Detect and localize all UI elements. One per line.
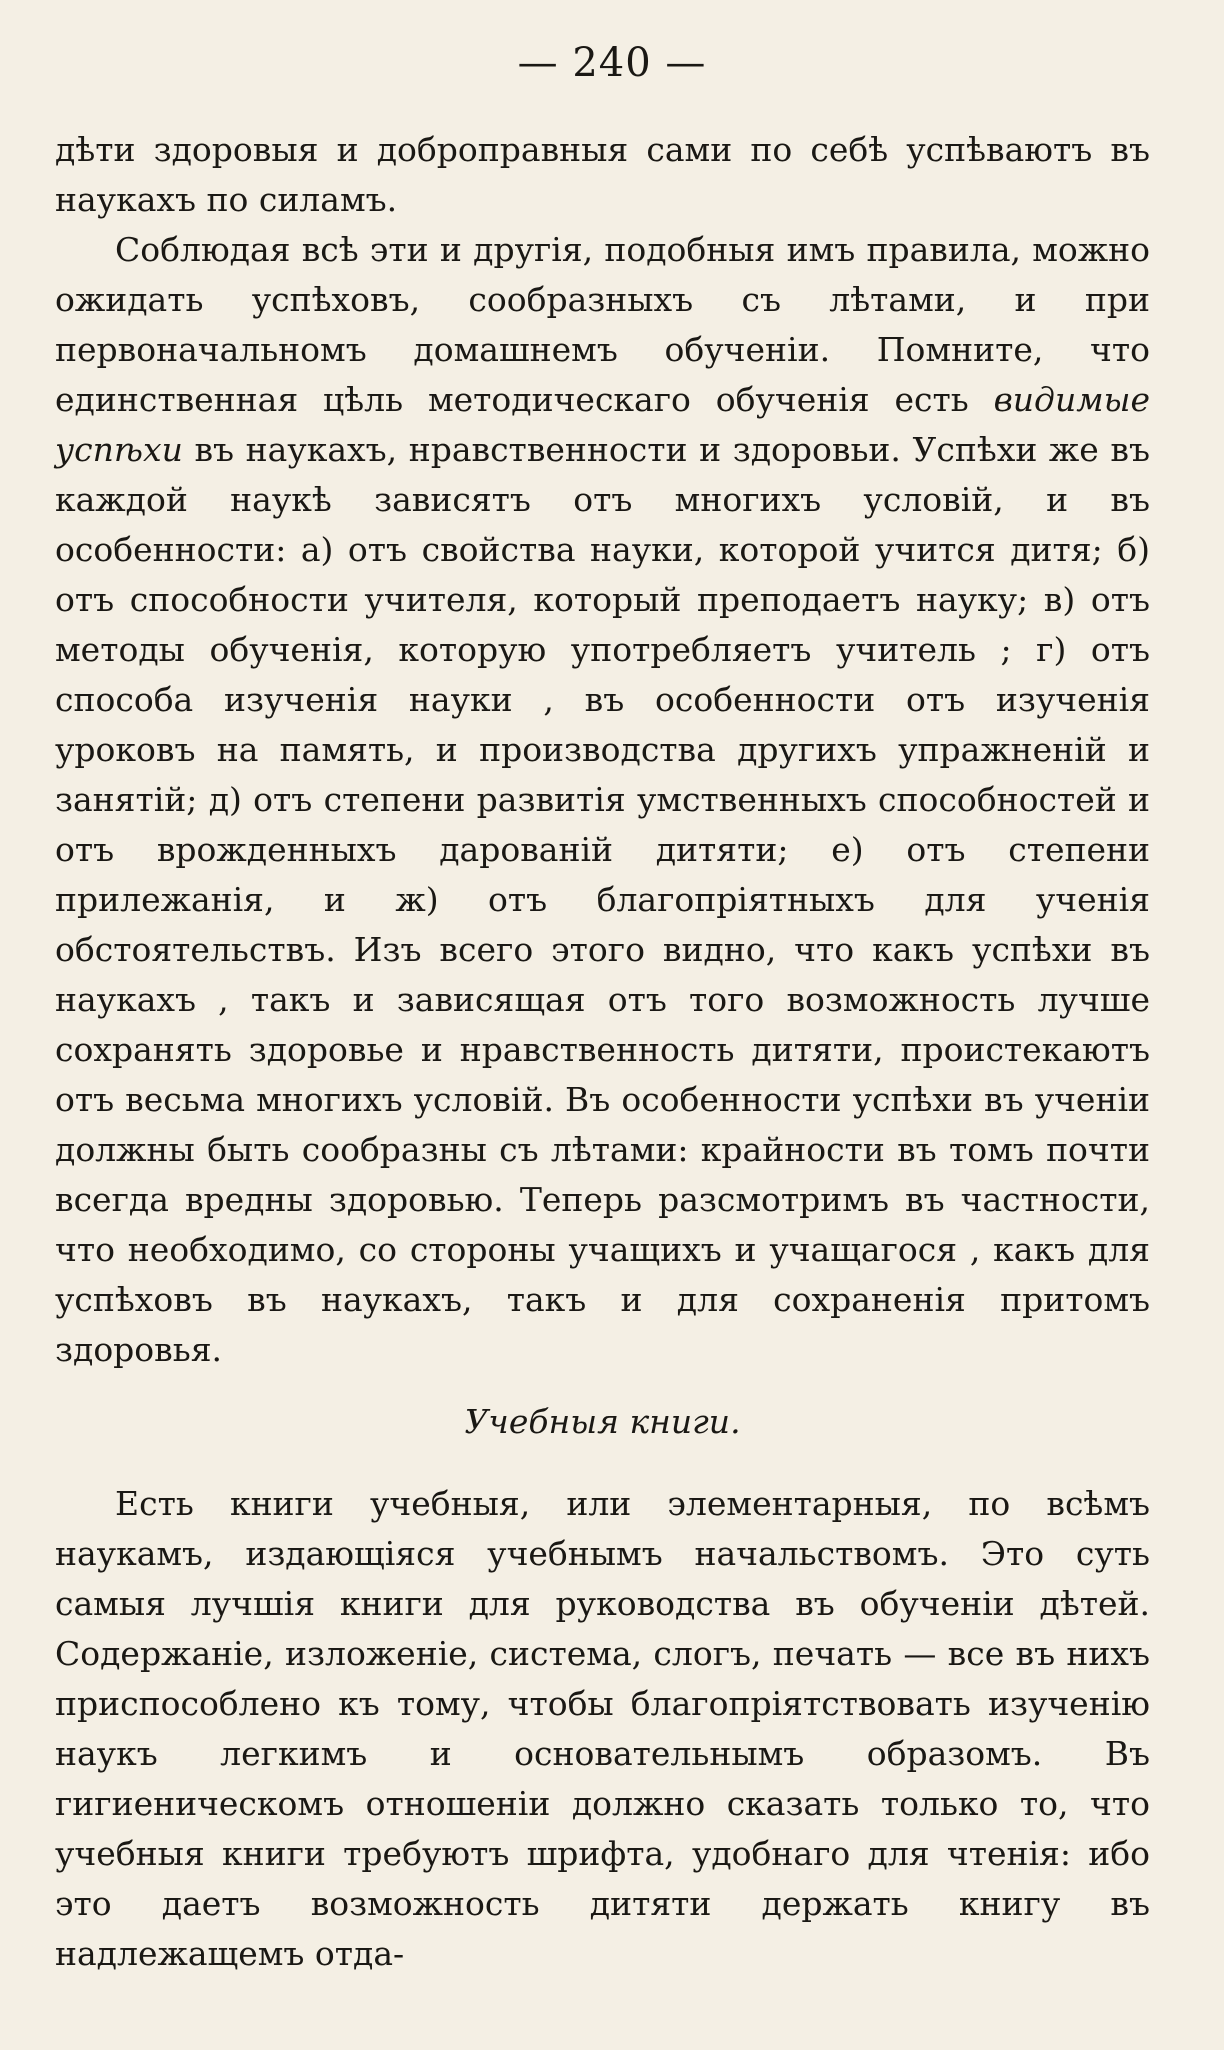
page-number: — 240 —	[517, 40, 707, 86]
paragraph-text-after-emphasis: въ наукахъ, нравственности и здоровьи. Успѣхи же въ каждой наукѣ зависятъ отъ многихъ условій, и въ особенности: а) отъ свойства науки, которой учится дитя; б) отъ способности учителя, который преподаетъ науку; в) отъ методы обученія, которую употребляетъ учитель ; г) отъ способа изученія науки , въ особенности отъ изученія уроковъ на память, и производства другихъ упражненій и занятій; д) отъ степени развитія умственныхъ способностей и отъ врожденныхъ дарованій дитяти; е) отъ степени прилежанія, и ж) отъ благопріятныхъ для ученія обстоятельствъ. Изъ всего этого видно, что какъ успѣхи въ наукахъ , такъ и зависящая отъ того возможность лучше сохранять здоровье и нравственность дитяти, проистекаютъ отъ весьма многихъ условій. Въ особенности успѣхи въ ученіи должны быть сообразны съ лѣтами: крайности въ томъ почти всегда вредны здоровью. Теперь разсмотримъ въ частности, что необходимо, со стороны учащихъ и учащагося , какъ для успѣховъ въ наукахъ, такъ и для сохраненія притомъ здоровья.	[55, 430, 1150, 1369]
emphasis-visible-success: видимые успѣхи	[55, 380, 1150, 469]
paragraph-text-before-emphasis: Соблюдая всѣ эти и другія, подобныя имъ правила, можно ожидать успѣховъ, сообразныхъ съ лѣтами, и при первоначальномъ домашнемъ обученіи. Помните, что единственная цѣль методическаго обученія есть	[55, 230, 1150, 419]
paragraph-continuation: дѣти здоровыя и доброправныя сами по себѣ успѣваютъ въ наукахъ по силамъ.	[55, 130, 1150, 219]
section-heading: Учебныя книги.	[464, 1402, 741, 1441]
paragraph-success-conditions	[55, 225, 1150, 1375]
body-text	[55, 125, 1150, 1979]
paragraph-textbooks: Есть книги учебныя, или элементарныя, по всѣмъ наукамъ, издающіяся учебнымъ начальствомъ. Это суть самыя лучшія книги для руководства въ обученіи дѣтей. Содержаніе, изложеніе, система, слогъ, печать — все въ нихъ приспособлено къ тому, чтобы благопріятствовать изученію наукъ легкимъ и основательнымъ образомъ. Въ гигиеническомъ отношеніи должно сказать только то, что учебныя книги требуютъ шрифта, удобнаго для чтенія: ибо это даетъ возможность дитяти держать книгу въ надлежащемъ отда-	[55, 1484, 1150, 1973]
